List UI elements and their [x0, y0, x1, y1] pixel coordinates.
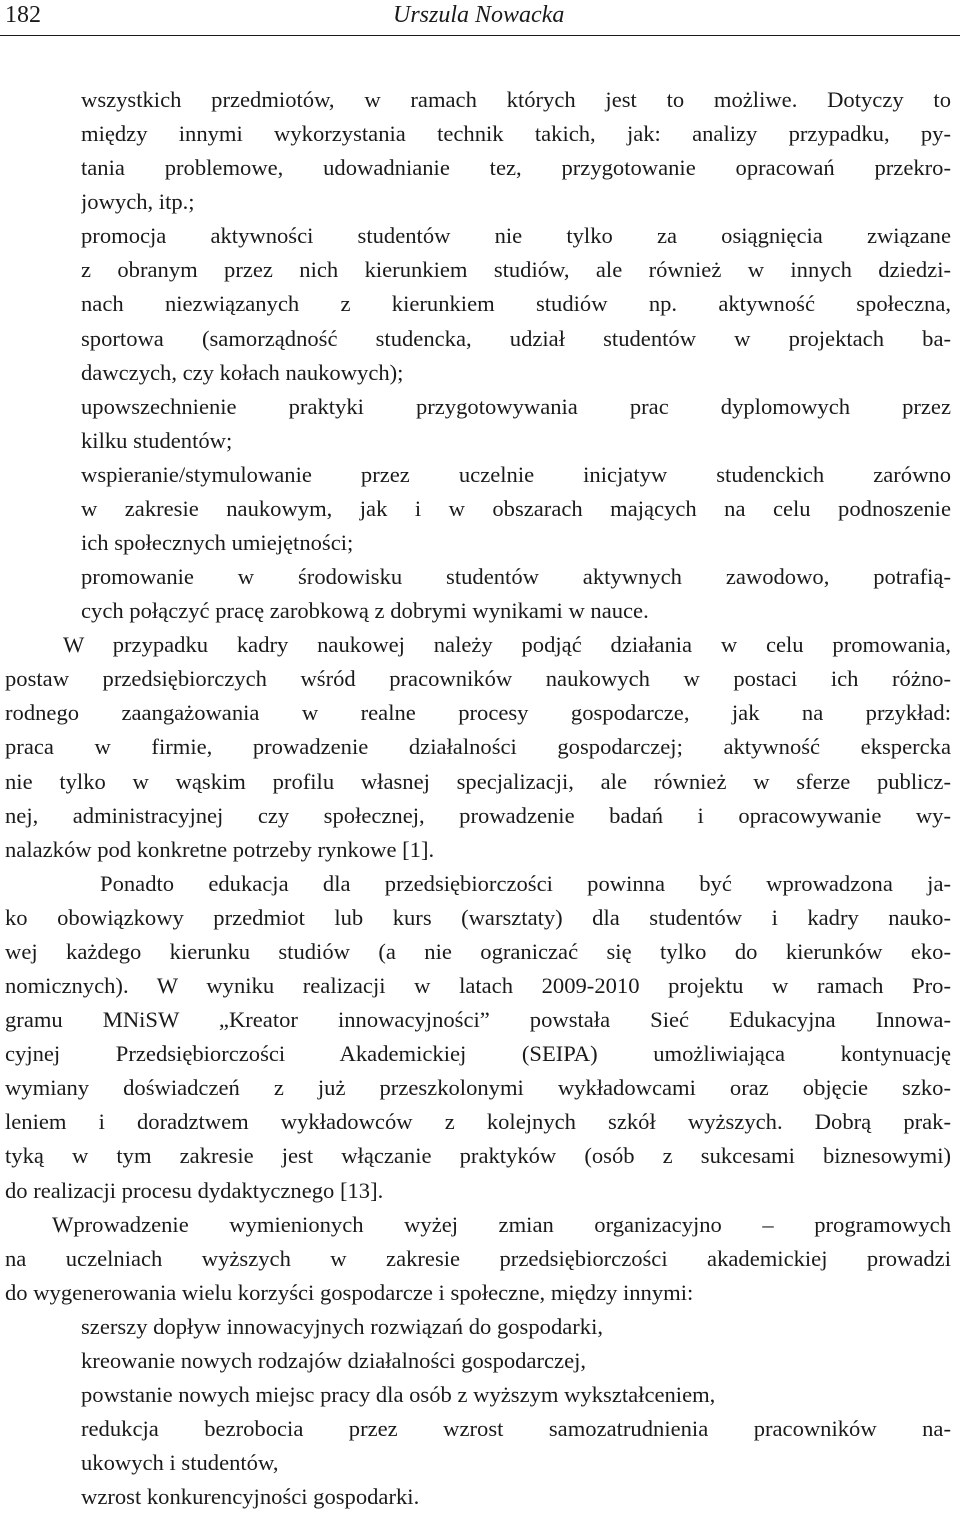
- text-line: kilku studentów;: [81, 427, 233, 453]
- text-line: leniem i doradztwem wykładowców z kolejnych szkół wyższych. Dobrą prak-: [5, 1109, 951, 1135]
- list-item-dash-line: kreowanie nowych rodzajów działalności gospodarczej,: [81, 1344, 951, 1378]
- text-line: z obranym przez nich kierunkiem studiów, ale również w innych dziedzi-: [81, 257, 951, 283]
- list-item-dash-line: upowszechnienie praktyki przygotowywania prac dyplomowych przez: [81, 390, 951, 424]
- text-line: tania problemowe, udowadnianie tez, przygotowanie opracowań przekro-: [81, 155, 951, 181]
- running-head-author: Urszula Nowacka: [393, 2, 565, 28]
- text-line: nomicznych). W wyniku realizacji w latach 2009-2010 projektu w ramach Pro-: [5, 973, 951, 999]
- page-header: [0, 0, 960, 36]
- text-line: nach niezwiązanych z kierunkiem studiów np. aktywność społeczna,: [81, 291, 951, 317]
- list-item-dash-line: wzrost konkurencyjności gospodarki.: [81, 1480, 951, 1514]
- list-item-dash-line: szerszy dopływ innowacyjnych rozwiązań do gospodarki,: [81, 1310, 951, 1344]
- page-body: [5, 83, 951, 1514]
- text-line: postaw przedsiębiorczych wśród pracowników naukowych w postaci ich różno-: [5, 666, 951, 692]
- list-item-dash-line: promocja aktywności studentów nie tylko za osiągnięcia związane: [81, 219, 951, 253]
- list-item-dash-line: wspieranie/stymulowanie przez uczelnie inicjatyw studenckich zarówno: [81, 458, 951, 492]
- text-line: cych połączyć pracę zarobkową z dobrymi wynikami w nauce.: [81, 598, 649, 624]
- text-line: między innymi wykorzystania technik takich, jak: analizy przypadku, py-: [81, 121, 951, 147]
- paragraph-first-line: W przypadku kadry naukowej należy podjąć działania w celu promowania,: [63, 632, 951, 658]
- text-line: na uczelniach wyższych w zakresie przedsiębiorczości akademickiej prowadzi: [5, 1245, 951, 1271]
- list-item-dash-line: redukcja bezrobocia przez wzrost samozatrudnienia pracowników na-: [81, 1412, 951, 1446]
- text-line: ich społecznych umiejętności;: [81, 530, 354, 556]
- text-line: cyjnej Przedsiębiorczości Akademickiej (SEIPA) umożliwiająca kontynuację: [5, 1041, 951, 1067]
- paragraph-first-line: Ponadto edukacja dla przedsiębiorczości powinna być wprowadzona ja-: [100, 870, 951, 896]
- text-line: w zakresie naukowym, jak i w obszarach mających na celu podnoszenie: [81, 495, 951, 521]
- text-line: ko obowiązkowy przedmiot lub kurs (warsztaty) dla studentów i kadry nauko-: [5, 904, 951, 930]
- text-line: dawczych, czy kołach naukowych);: [81, 359, 404, 385]
- text-line: nej, administracyjnej czy społecznej, prowadzenie badań i opracowywanie wy-: [5, 802, 951, 828]
- list-item-dash-line: promowanie w środowisku studentów aktywnych zawodowo, potrafią-: [81, 560, 951, 594]
- text-line: do wygenerowania wielu korzyści gospodarcze i społeczne, między innymi:: [5, 1279, 694, 1305]
- text-line: nalazków pod konkretne potrzeby rynkowe [1].: [5, 836, 435, 862]
- page-number: 182: [5, 2, 41, 28]
- text-line: nie tylko w wąskim profilu własnej specjalizacji, ale również w sferze publicz-: [5, 768, 951, 794]
- text-line: ukowych i studentów,: [81, 1450, 279, 1476]
- text-line: do realizacji procesu dydaktycznego [13].: [5, 1177, 384, 1203]
- text-line: praca w firmie, prowadzenie działalności gospodarczej; aktywność ekspercka: [5, 734, 951, 760]
- text-line: sportowa (samorządność studencka, udział studentów w projektach ba-: [81, 325, 951, 351]
- text-line: tyką w tym zakresie jest włączanie praktyków (osób z sukcesami biznesowymi): [5, 1143, 951, 1169]
- header-rule: [0, 35, 960, 36]
- list-item-dash-line: powstanie nowych miejsc pracy dla osób z wyższym wykształceniem,: [81, 1378, 951, 1412]
- text-line: wej każdego kierunku studiów (a nie ograniczać się tylko do kierunków eko-: [5, 938, 951, 964]
- text-line: wszystkich przedmiotów, w ramach których jest to możliwe. Dotyczy to: [81, 87, 951, 112]
- paragraph-first-line: Wprowadzenie wymienionych wyżej zmian organizacyjno – programowych: [52, 1211, 951, 1237]
- text-line: gramu MNiSW „Kreator innowacyjności” powstała Sieć Edukacyjna Innowa-: [5, 1007, 951, 1033]
- text-line: jowych, itp.;: [81, 189, 195, 215]
- text-line: wymiany doświadczeń z już przeszkolonymi wykładowcami oraz objęcie szko-: [5, 1075, 951, 1101]
- text-line: rodnego zaangażowania w realne procesy gospodarcze, jak na przykład:: [5, 700, 951, 726]
